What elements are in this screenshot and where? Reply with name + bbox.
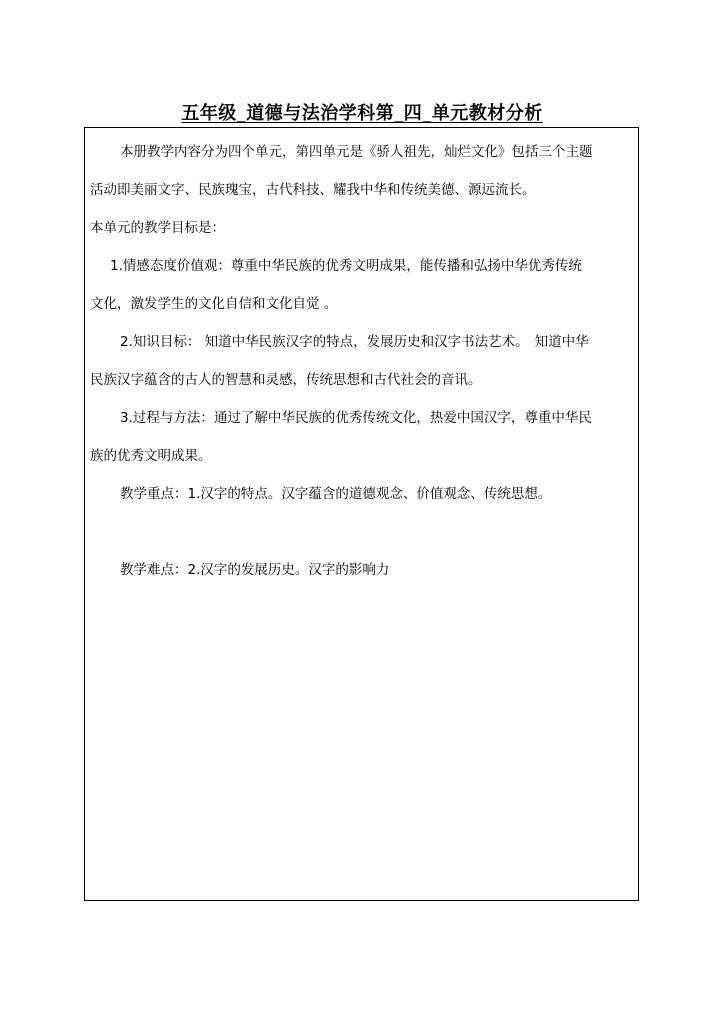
intro-line-2: 活动即美丽文字、民族瑰宝，古代科技、耀我中华和传统美德、源远流长。: [90, 182, 536, 198]
document-title: 五年级_道德与法治学科第_四_单元教材分析: [181, 103, 543, 124]
goal-3-line-1: 3.过程与方法：通过了解中华民族的优秀传统文化，热爱中国汉字，尊重中华民: [120, 410, 592, 426]
goal-1-line-1: 1.情感态度价值观：尊重中华民族的优秀文明成果，能传播和弘扬中华优秀传统: [110, 258, 582, 274]
goal-2-line-1-part-a: 2.知识目标： 知道中华民族汉字的特点，发展历史和汉字书法艺术。: [120, 334, 529, 350]
goal-2-line-1-part-b: 知道中华: [534, 334, 589, 350]
goal-1-line-2: 文化，激发学生的文化自信和文化自觉 。: [90, 296, 338, 312]
intro-line-1: 本册教学内容分为四个单元，第四单元是《骄人祖先，灿烂文化》包括三个主题: [120, 144, 593, 160]
difficult-point: 教学难点：2.汉字的发展历史。汉字的影响力: [120, 562, 390, 578]
goal-2-line-1: [90, 332, 640, 352]
goal-3-line-2: 族的优秀文明成果。: [90, 448, 212, 464]
key-point: 教学重点：1.汉字的特点。汉字蕴含的道德观念、价值观念、传统思想。: [120, 486, 552, 502]
goal-2-line-2: 民族汉字蕴含的古人的智慧和灵感，传统思想和古代社会的音讯。: [90, 372, 482, 388]
content-box: [84, 127, 639, 901]
goals-heading: 本单元的教学目标是：: [90, 220, 225, 236]
